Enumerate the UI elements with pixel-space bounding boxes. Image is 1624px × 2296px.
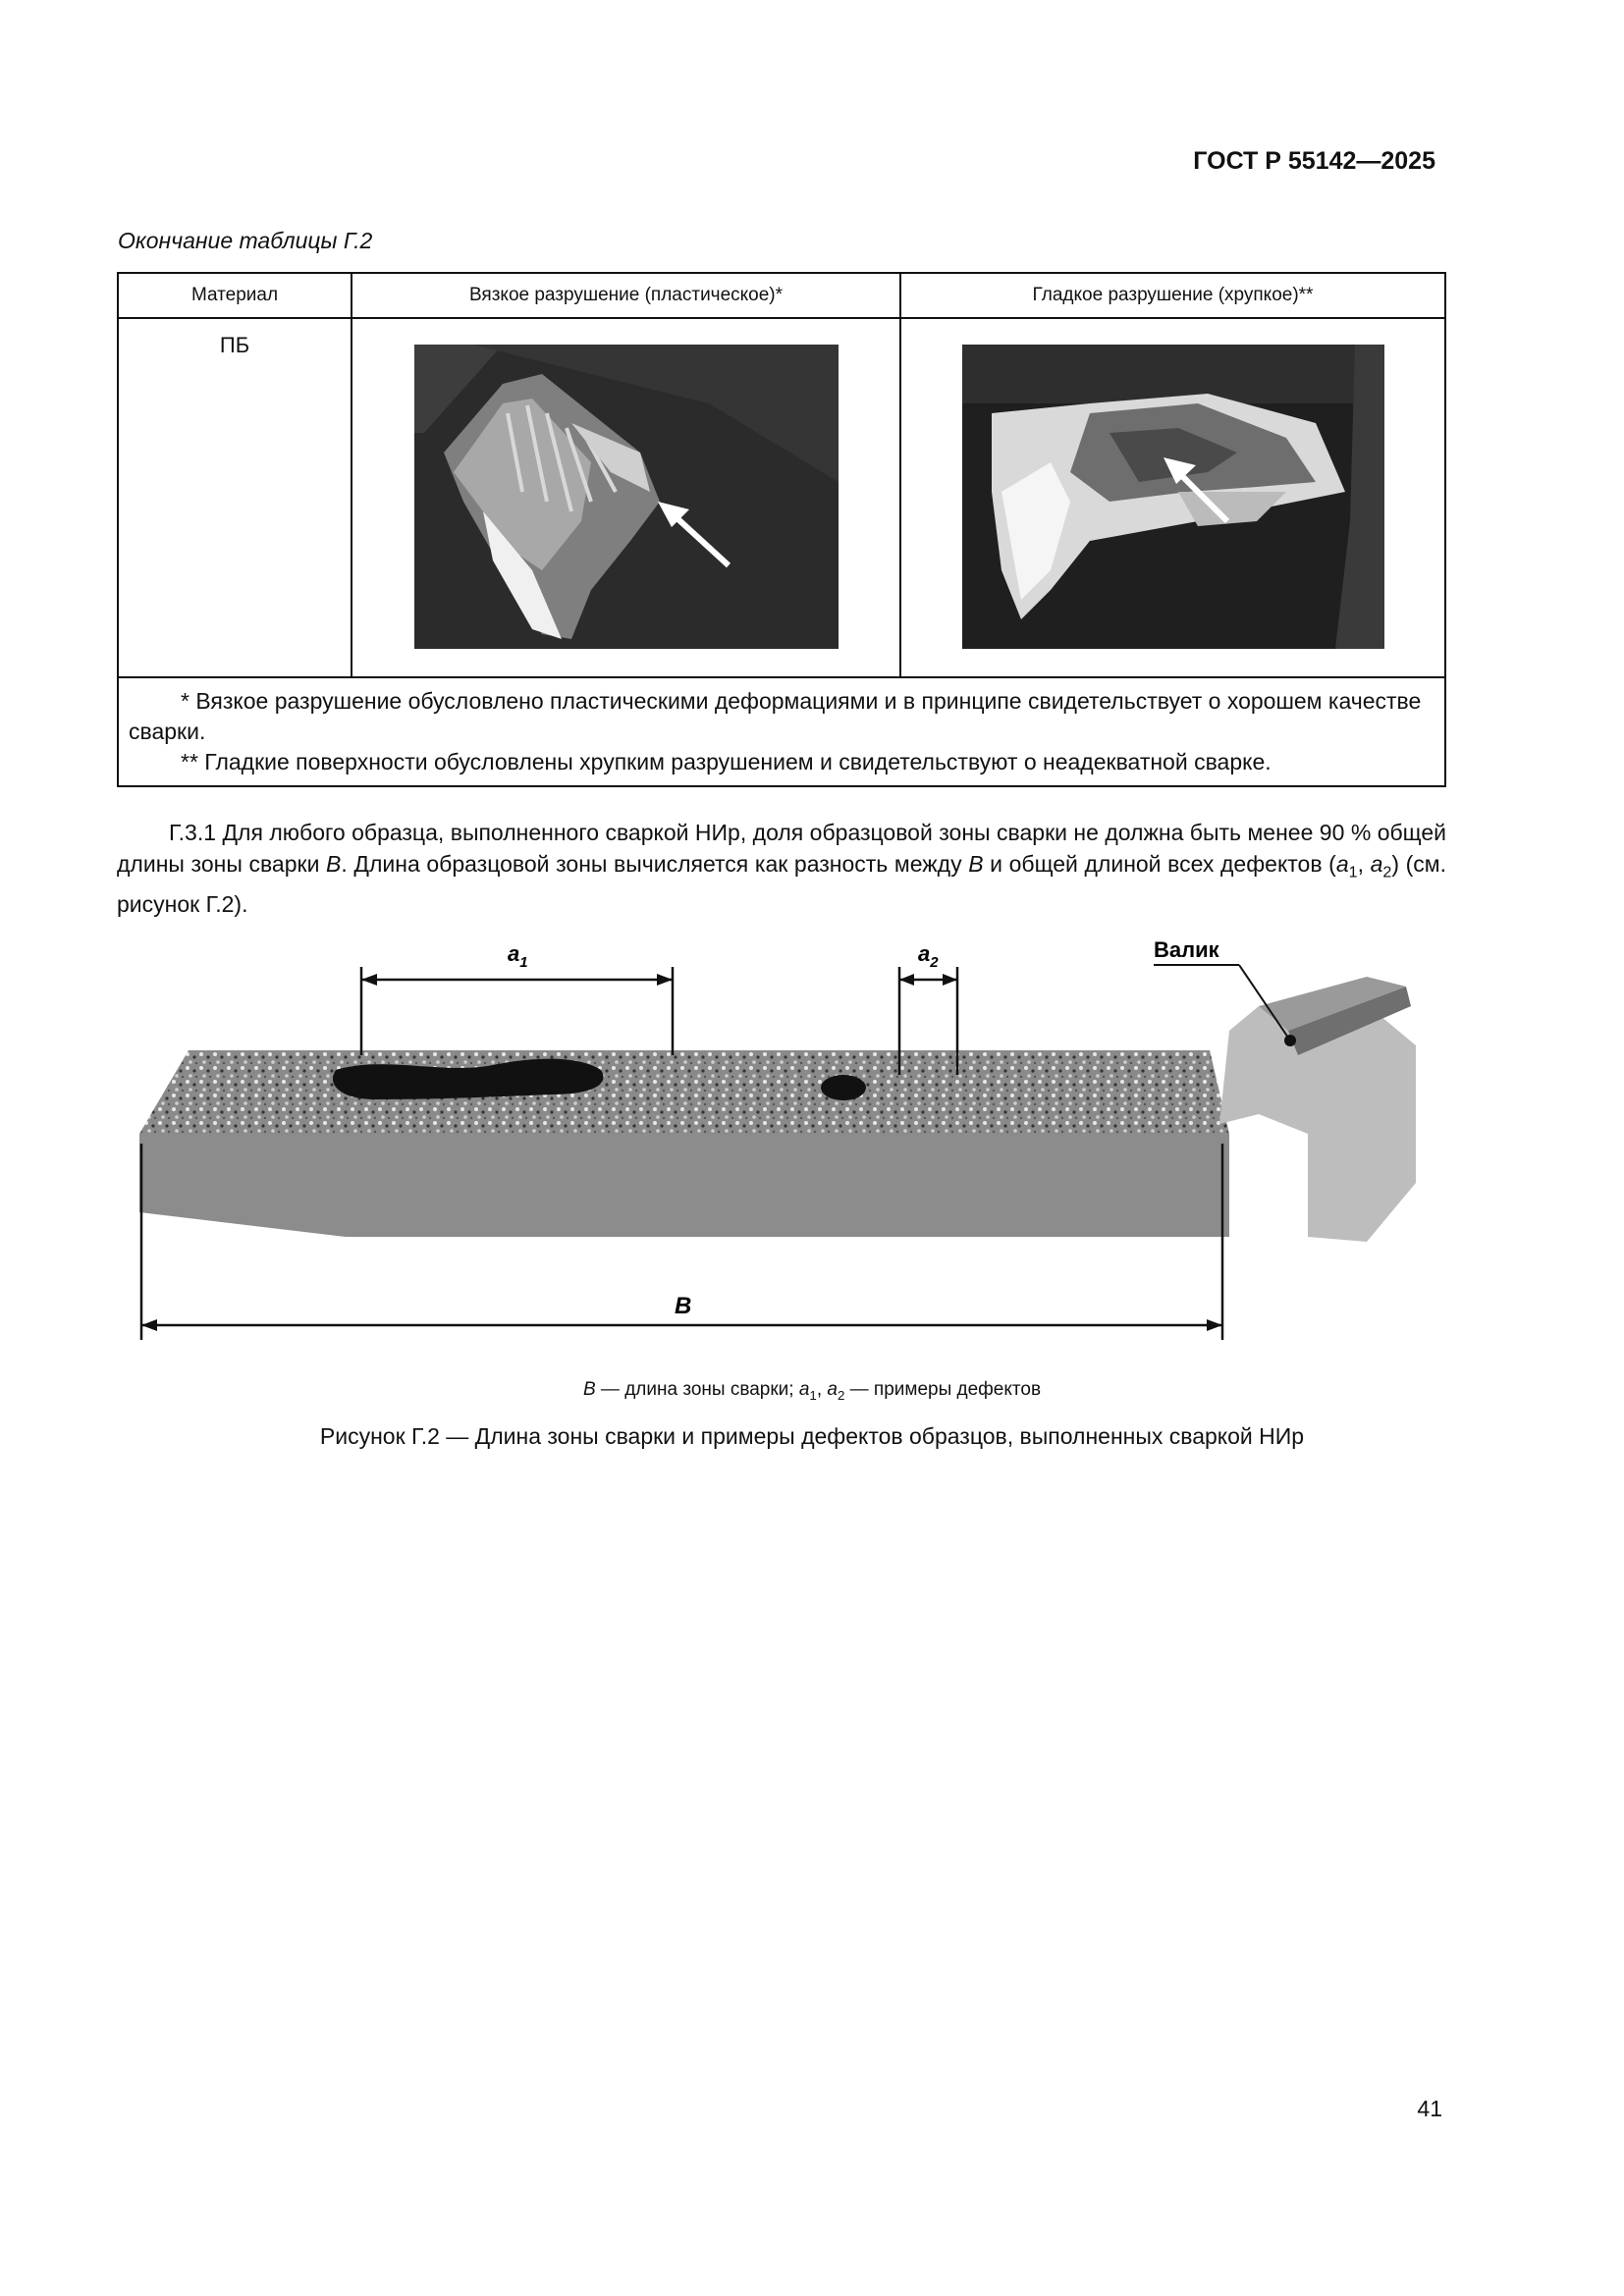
figure-caption: Рисунок Г.2 — Длина зоны сварки и примеры дефектов образцов, выполненных сваркой НИр xyxy=(319,1423,1305,1449)
ductile-fracture-photo xyxy=(414,345,839,649)
clause-g-3-1 xyxy=(117,817,1446,920)
table-notes-row xyxy=(118,677,1445,786)
fracture-table xyxy=(117,272,1446,787)
column-header-brittle: Гладкое разрушение (хрупкое)** xyxy=(900,273,1445,318)
label-roller: Валик xyxy=(1154,937,1219,962)
material-value: ПБ xyxy=(219,333,250,357)
brittle-fracture-photo xyxy=(962,345,1384,649)
table-header-row xyxy=(118,273,1445,318)
clause-text: Г.3.1 Для любого образца, выполненного сваркой НИр, доля образцовой зоны сварки не должна быть менее 90 % общей длины зоны сварки B. Длина образцовой зоны вычисляется как разность между B и общей длиной всех дефектов ($a_1$, $a_2$) (см. рисунок Г.2). xyxy=(117,820,1446,917)
weld-zone-figure xyxy=(130,928,1435,1350)
weld-bar-top xyxy=(139,1050,1229,1134)
table-continuation-label: Окончание таблицы Г.2 xyxy=(118,228,373,253)
table-row xyxy=(118,318,1445,677)
ductile-photo-cell xyxy=(352,318,900,677)
document-id: ГОСТ Р 55142—2025 xyxy=(1193,147,1435,175)
column-header-ductile: Вязкое разрушение (пластическое)* xyxy=(352,273,900,318)
label-a1: $a_1$ xyxy=(508,941,528,971)
weld-bar-front xyxy=(139,1134,1229,1237)
page-number: 41 xyxy=(1417,2096,1442,2121)
brittle-photo-cell xyxy=(900,318,1445,677)
table-notes xyxy=(118,677,1445,786)
label-b: B xyxy=(675,1293,692,1319)
note-ductile: * Вязкое разрушение обусловлено пластическими деформациями и в принципе свидетельствует о хорошем качестве сварки. xyxy=(129,688,1422,744)
column-header-material: Материал xyxy=(118,273,352,318)
label-a2: $a_2$ xyxy=(918,941,939,971)
figure-legend: B — длина зоны сварки; $a_1$, $a_2$ — примеры дефектов xyxy=(582,1379,1042,1403)
defect-a2 xyxy=(821,1075,866,1100)
material-cell xyxy=(118,318,352,677)
note-brittle: ** Гладкие поверхности обусловлены хрупким разрушением и свидетельствуют о неадекватной сварке. xyxy=(181,749,1272,774)
